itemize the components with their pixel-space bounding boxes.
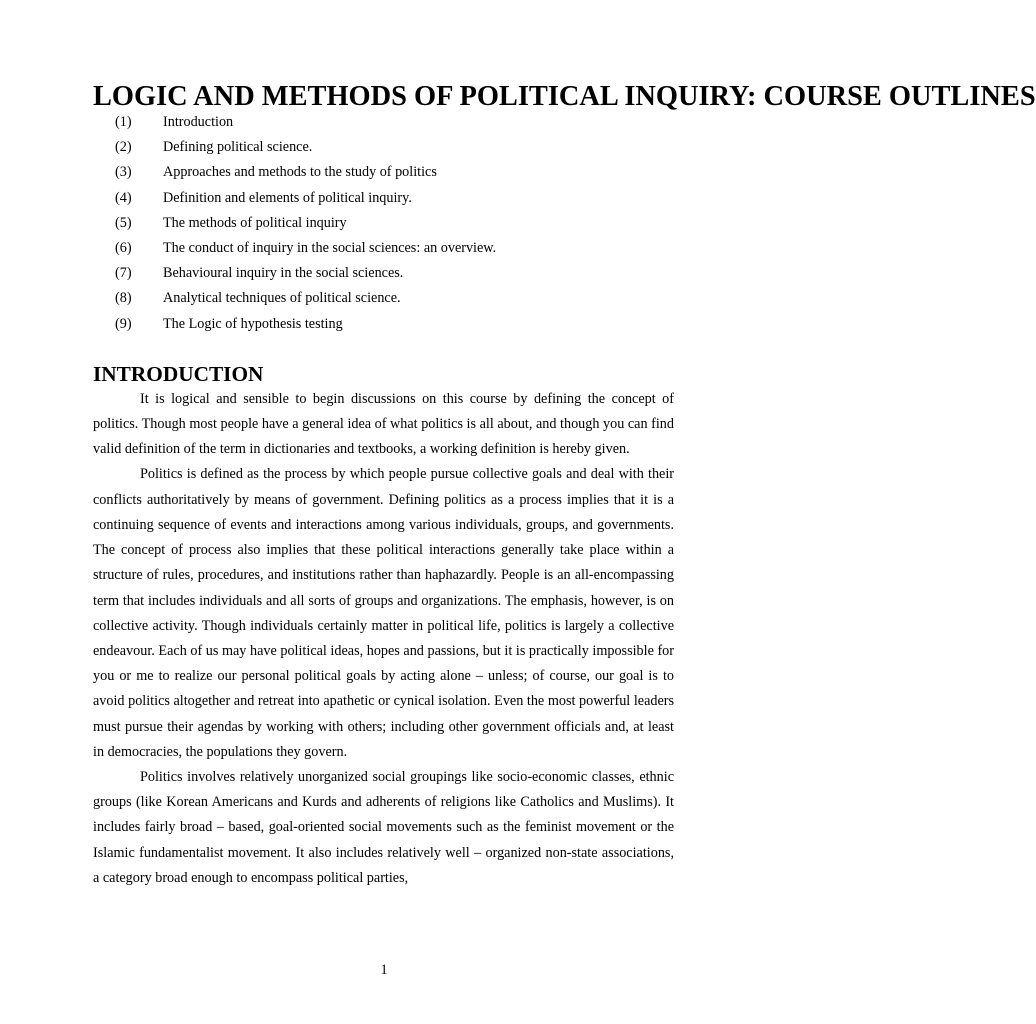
outline-item bbox=[93, 135, 674, 160]
outline-item-text: The Logic of hypothesis testing bbox=[163, 315, 343, 332]
outline-item-number: (2) bbox=[115, 139, 132, 156]
outline-item bbox=[93, 312, 674, 337]
outline-item-number: (6) bbox=[115, 239, 132, 256]
outline-item-text: Analytical techniques of political science. bbox=[163, 290, 401, 307]
course-outline-list bbox=[93, 110, 674, 337]
outline-item bbox=[93, 160, 674, 185]
introduction-paragraph: It is logical and sensible to begin discussions on this course by defining the concept of politics. Though most people have a general idea of what politics is all about, and though you can find valid definition of the term in dictionaries and textbooks, a working definition is hereby given. bbox=[93, 390, 674, 458]
course-outline-title: LOGIC AND METHODS OF POLITICAL INQUIRY: COURSE OUTLINES bbox=[93, 81, 1036, 112]
outline-item bbox=[93, 186, 674, 211]
outline-item-number: (8) bbox=[115, 290, 132, 307]
outline-item-text: Defining political science. bbox=[163, 139, 313, 156]
outline-item bbox=[93, 110, 674, 135]
outline-item-text: Behavioural inquiry in the social sciences. bbox=[163, 265, 404, 282]
page-content bbox=[93, 81, 1036, 891]
outline-item-text: Introduction bbox=[163, 114, 234, 130]
outline-item-number: (7) bbox=[115, 265, 132, 282]
outline-item-number: (4) bbox=[115, 189, 132, 206]
outline-item bbox=[93, 261, 674, 286]
page-number: 1 bbox=[380, 962, 388, 978]
outline-item bbox=[93, 286, 674, 311]
outline-item bbox=[93, 236, 674, 261]
outline-item-number: (3) bbox=[115, 164, 132, 181]
outline-item-number: (1) bbox=[115, 114, 132, 130]
outline-item-text: The methods of political inquiry bbox=[163, 214, 347, 231]
introduction-paragraph: Politics involves relatively unorganized social groupings like socio-economic classes, ethnic groups (like Korean Americans and Kurds and adherents of religions like Catholics and Muslims). It includes fairly broad – based, goal-oriented social movements such as the feminist movement or the Islamic fundamentalist movement. It also includes relatively well – organized non-state associations, a category broad enough to encompass political parties, bbox=[93, 768, 674, 886]
outline-item bbox=[93, 211, 674, 236]
introduction-heading: INTRODUCTION bbox=[93, 361, 264, 386]
outline-item-text: Approaches and methods to the study of politics bbox=[163, 164, 437, 181]
outline-item-number: (9) bbox=[115, 315, 132, 332]
outline-item-text: Definition and elements of political inquiry. bbox=[163, 189, 412, 206]
introduction-paragraph: Politics is defined as the process by which people pursue collective goals and deal with their conflicts authoritatively by means of government. Defining politics as a process implies that it is a continuing sequence of events and interactions among various individuals, groups, and governments. The concept of process also implies that these political interactions generally take place within a structure of rules, procedures, and institutions rather than haphazardly. People is an all-encompassing term that includes individuals and all sorts of groups and organizations. The emphasis, however, is on collective activity. Though individuals certainly matter in political life, politics is largely a collective endeavour. Each of us may have political ideas, hopes and passions, but it is practically impossible for you or me to realize our personal political goals by acting alone – unless; of course, our goal is to avoid politics altogether and retreat into apathetic or cynical isolation. Even the most powerful leaders must pursue their agendas by working with others; including other government officials and, at least in democracies, the populations they govern. bbox=[93, 466, 674, 760]
outline-item-text: The conduct of inquiry in the social sciences: an overview. bbox=[163, 239, 497, 256]
outline-item-number: (5) bbox=[115, 214, 132, 231]
